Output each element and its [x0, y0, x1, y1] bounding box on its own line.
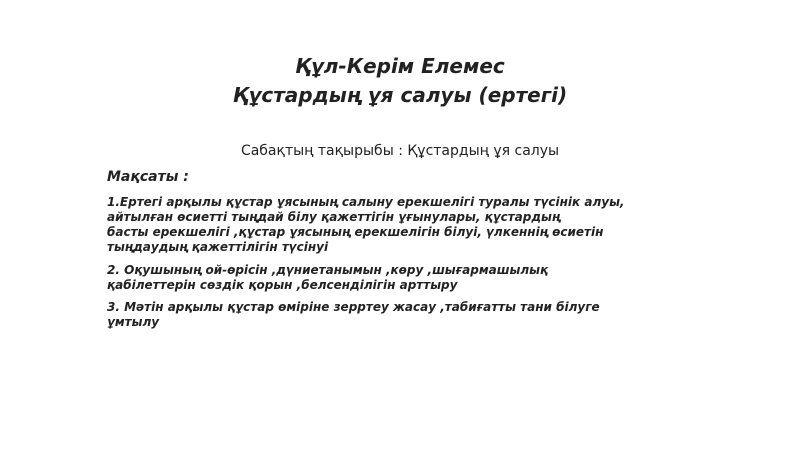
goal-line: қабілеттерін сөздік қорын ,белсенділігін арттыру — [107, 278, 458, 292]
goal-line: айтылған өсиетті тыңдай білу қажеттігін ұғынулары, құстардың — [107, 210, 561, 224]
goal-item-1 — [107, 195, 707, 255]
goal-line: 3. Мәтін арқылы құстар өміріне зерртеу жасау ,табиғатты тани білуге — [107, 300, 600, 314]
goal-line: ұмтылу — [107, 315, 160, 329]
goal-line: басты ерекшелігі ,құстар ұясының ерекшелігін білуі, үлкеннің өсиетін — [107, 225, 604, 239]
goal-line: 1.Ертегі арқылы құстар ұясының салыну ерекшелігі туралы түсінік алуы, — [107, 195, 625, 209]
goal-line: тыңдаудың қажеттілігін түсінуі — [107, 240, 329, 254]
goals-heading: Мақсаты : — [107, 169, 189, 185]
work-title: Құстардың ұя салуы (ертегі) — [232, 83, 568, 107]
slide-title — [0, 52, 800, 110]
goal-item-3 — [107, 300, 707, 330]
goal-line: 2. Оқушының ой-өрісін ,дүниетанымын ,көру ,шығармашылық — [107, 263, 549, 277]
lesson-topic: Сабақтың тақырыбы : Құстардың ұя салуы — [240, 143, 560, 159]
author-name: Құл-Керім Елемес — [295, 54, 505, 78]
goal-item-2 — [107, 263, 707, 293]
